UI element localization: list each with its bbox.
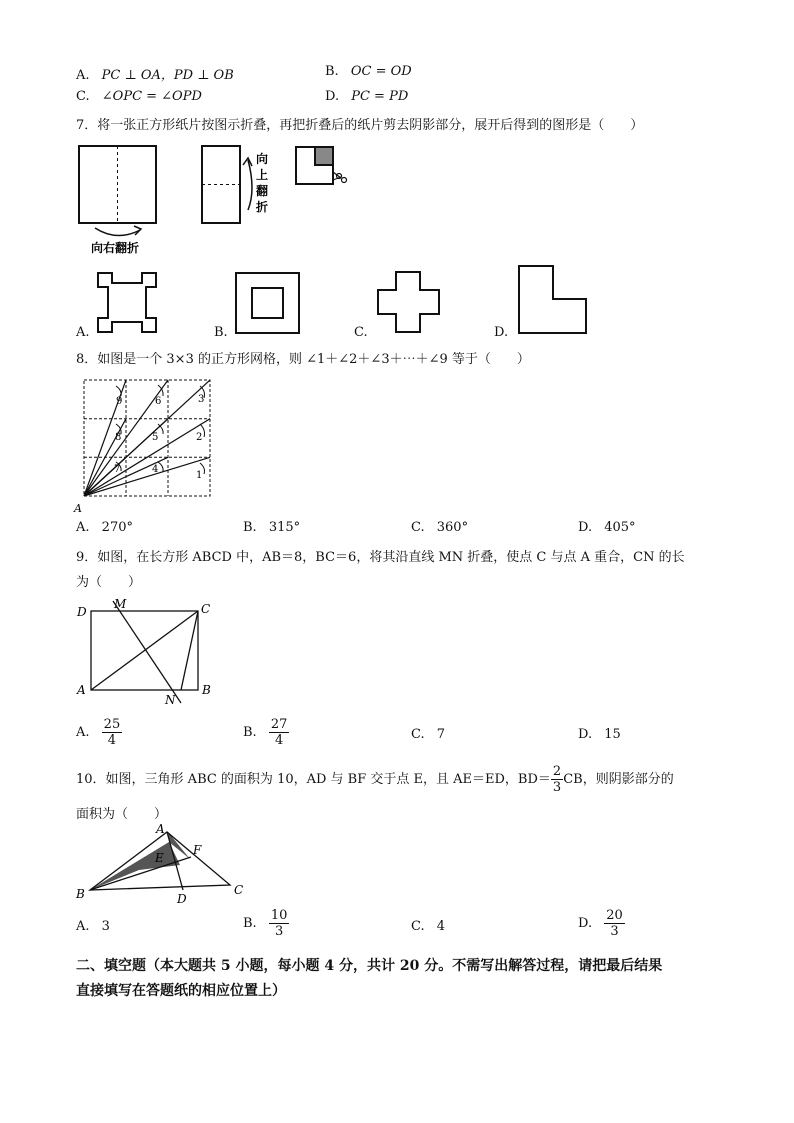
q8-option-d-text: 405° xyxy=(604,520,636,535)
q9-point-b: B xyxy=(202,683,211,697)
q10-option-b-label: B. xyxy=(243,916,257,931)
q9-option-c-text: 7 xyxy=(436,727,446,742)
q6-option-b-text: OC = OD xyxy=(350,64,412,79)
q6-option-d-label: D. xyxy=(325,89,340,104)
q10-stem-fraction-numerator: 2 xyxy=(552,764,562,779)
q9-stem-line1: 9．如图，在长方形 ABCD 中，AB＝8，BC＝6，将其沿直线 MN 折叠，使点 C 与点 A 重合，CN 的长 xyxy=(76,550,685,565)
q9-option-d-label: D. xyxy=(578,727,593,742)
q7-option-d-label[interactable]: D. xyxy=(494,325,509,340)
q10-option-d[interactable] xyxy=(578,908,625,939)
q10-option-d-denominator: 3 xyxy=(610,924,619,939)
q7-fold-up-label-1: 向 xyxy=(256,152,269,166)
q8-point-a: A xyxy=(74,502,82,515)
q9-option-b-numerator: 27 xyxy=(270,717,288,732)
q10-point-f: F xyxy=(193,843,202,857)
q8-angle-7: 7 xyxy=(114,464,121,475)
q8-angle-4: 4 xyxy=(152,464,159,475)
q9-option-a-numerator: 25 xyxy=(103,717,121,732)
q8-option-a-text: 270° xyxy=(101,520,133,535)
section2-heading-line1: 二、填空题（本大题共 5 小题，每小题 4 分，共计 20 分。不需写出解答过程，请把最后结果 xyxy=(76,958,663,974)
q7-option-c-label[interactable]: C. xyxy=(354,325,368,340)
q8-angle-6: 6 xyxy=(155,396,162,407)
q10-option-b-numerator: 10 xyxy=(270,908,288,923)
q7-option-a-label[interactable]: A. xyxy=(76,325,90,340)
q9-point-d: D xyxy=(77,605,87,619)
q10-point-a: A xyxy=(156,822,165,836)
q8-angle-3: 3 xyxy=(198,394,205,405)
q9-option-d-text: 15 xyxy=(604,727,621,742)
q10-option-c-text: 4 xyxy=(436,919,446,934)
q7-fold-right-label: 向右翻折 xyxy=(91,241,140,255)
q10-option-a[interactable] xyxy=(76,919,110,934)
q9-point-m: M xyxy=(114,597,127,611)
q6-option-a-label: A. xyxy=(76,68,90,83)
q8-option-a-label: A. xyxy=(76,520,90,535)
q8-angle-1: 1 xyxy=(196,470,203,481)
q7-fold-up-label-3: 翻 xyxy=(256,184,269,198)
q8-option-b-label: B. xyxy=(243,520,257,535)
q10-option-b[interactable] xyxy=(243,908,289,939)
q9-point-a: A xyxy=(77,683,86,697)
q10-option-c-label: C. xyxy=(411,919,425,934)
q10-option-c[interactable] xyxy=(411,919,445,934)
q8-option-d-label: D. xyxy=(578,520,593,535)
q7-option-b-label[interactable]: B. xyxy=(214,325,228,340)
q10-shaded-region-bed xyxy=(90,842,180,890)
section2-heading-line2: 直接填写在答题纸的相应位置上） xyxy=(76,983,286,999)
q10-option-d-label: D. xyxy=(578,916,593,931)
q8-angle-9: 9 xyxy=(116,396,123,407)
q10-option-d-numerator: 20 xyxy=(606,908,623,923)
q8-angle-5: 5 xyxy=(152,432,159,443)
q8-angle-2: 2 xyxy=(196,432,203,443)
q10-option-b-fraction xyxy=(269,908,290,939)
q10-option-d-fraction xyxy=(604,908,625,939)
q6-option-c-text: ∠OPC = ∠OPD xyxy=(101,89,202,104)
q10-stem-part2: CB，则阴影部分的 xyxy=(563,772,674,787)
q7-fold-up-label-2: 上 xyxy=(256,168,269,182)
q10-stem-part1: 10．如图，三角形 ABC 的面积为 10，AD 与 BF 交于点 E，且 AE＝ED，BD＝ xyxy=(76,772,551,787)
q6-option-d-text: PC = PD xyxy=(351,89,409,104)
q7-stem: 7．将一张正方形纸片按图示折叠，再把折叠后的纸片剪去阴影部分，展开后得到的图形是（ ） xyxy=(76,118,644,133)
q8-option-b-text: 315° xyxy=(268,520,301,535)
q9-option-b-label: B. xyxy=(243,725,257,740)
q10-point-e: E xyxy=(155,851,164,865)
q10-point-d: D xyxy=(177,892,187,906)
q6-option-a-text: PC ⊥ OA，PD ⊥ OB xyxy=(101,68,234,83)
q10-stem-line2: 面积为（ ） xyxy=(76,807,168,822)
q8-option-c-label: C. xyxy=(411,520,425,535)
q9-option-b-denominator: 4 xyxy=(274,733,284,748)
q9-option-a-denominator: 4 xyxy=(107,733,117,748)
q8-stem: 8．如图是一个 3×3 的正方形网格，则 ∠1＋∠2＋∠3＋⋯＋∠9 等于（ ） xyxy=(76,352,530,367)
q9-option-a-label: A. xyxy=(76,725,90,740)
q9-stem-line2: 为（ ） xyxy=(76,575,142,590)
q10-option-b-denominator: 3 xyxy=(274,924,284,939)
q6-option-b-label: B. xyxy=(325,64,339,79)
q9-option-c-label: C. xyxy=(411,727,425,742)
q8-angle-8: 8 xyxy=(115,432,122,443)
q7-fold-up-label-4: 折 xyxy=(256,200,269,214)
q10-point-b: B xyxy=(76,887,85,901)
q9-point-c: C xyxy=(201,602,211,616)
q10-option-a-label: A. xyxy=(76,919,90,934)
q8-option-c-text: 360° xyxy=(436,520,469,535)
q6-option-c-label: C. xyxy=(76,89,90,104)
q10-point-c: C xyxy=(234,883,244,897)
q9-point-n: N xyxy=(165,693,176,707)
q10-option-a-text: 3 xyxy=(101,919,110,934)
q10-stem-fraction-denominator: 3 xyxy=(552,780,562,795)
